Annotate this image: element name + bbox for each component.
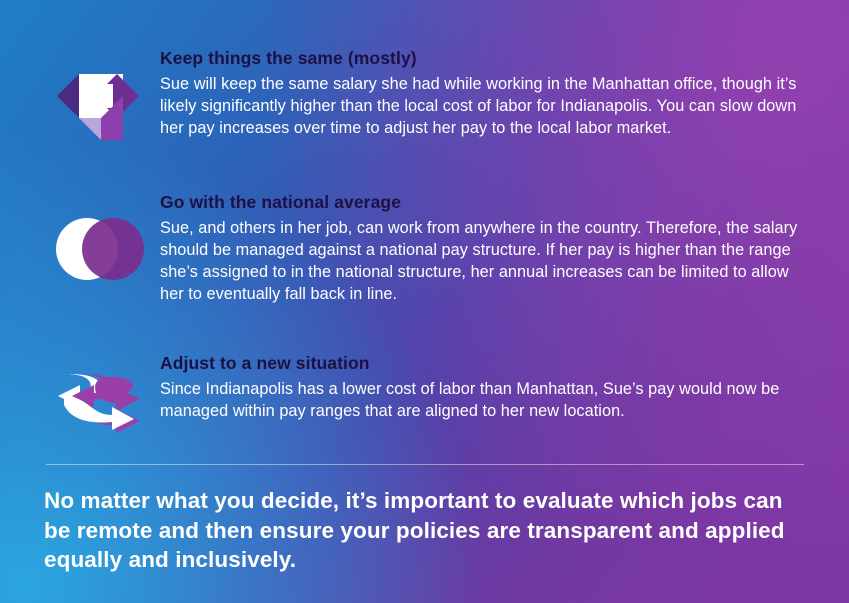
curved-arrows-icon-container [40, 353, 160, 433]
closing-statement: No matter what you decide, it’s important to evaluate which jobs can be remote and then ensure your policies are transparent and applied equally and inclusively. [44, 488, 785, 573]
section-divider [46, 464, 804, 465]
option-block-3-body: Since Indianapolis has a lower cost of labor than Manhattan, Sue’s pay would now be managed within pay ranges that are aligned to her new location. [160, 380, 780, 421]
overlapping-circles-icon-container [40, 192, 160, 280]
option-block-2-text [160, 192, 810, 306]
overlapping-squares-icon [57, 74, 143, 148]
option-block-1-text [160, 48, 810, 139]
overlapping-squares-icon-container [40, 48, 160, 148]
option-block-1 [40, 48, 810, 148]
overlapping-circles-icon [56, 218, 144, 280]
option-block-2-body: Sue, and others in her job, can work from anywhere in the country. Therefore, the salary should be managed against a national pay structure. If her pay is higher than the range she’s assigned to in the national structure, her annual increases can be limited to allow her to eventually fall back in line. [160, 219, 798, 304]
option-block-2 [40, 192, 810, 306]
option-block-3-title: Adjust to a new situation [160, 353, 370, 373]
option-block-1-body: Sue will keep the same salary she had while working in the Manhattan office, though it’s likely significantly higher than the local cost of labor for Indianapolis. You can slow down her pay increases over time to adjust her pay to the local labor market. [160, 75, 797, 138]
option-block-1-title: Keep things the same (mostly) [160, 48, 417, 68]
curved-arrows-icon [54, 369, 146, 433]
option-block-3-text [160, 353, 810, 422]
option-block-3 [40, 353, 810, 433]
option-block-2-title: Go with the national average [160, 192, 402, 212]
